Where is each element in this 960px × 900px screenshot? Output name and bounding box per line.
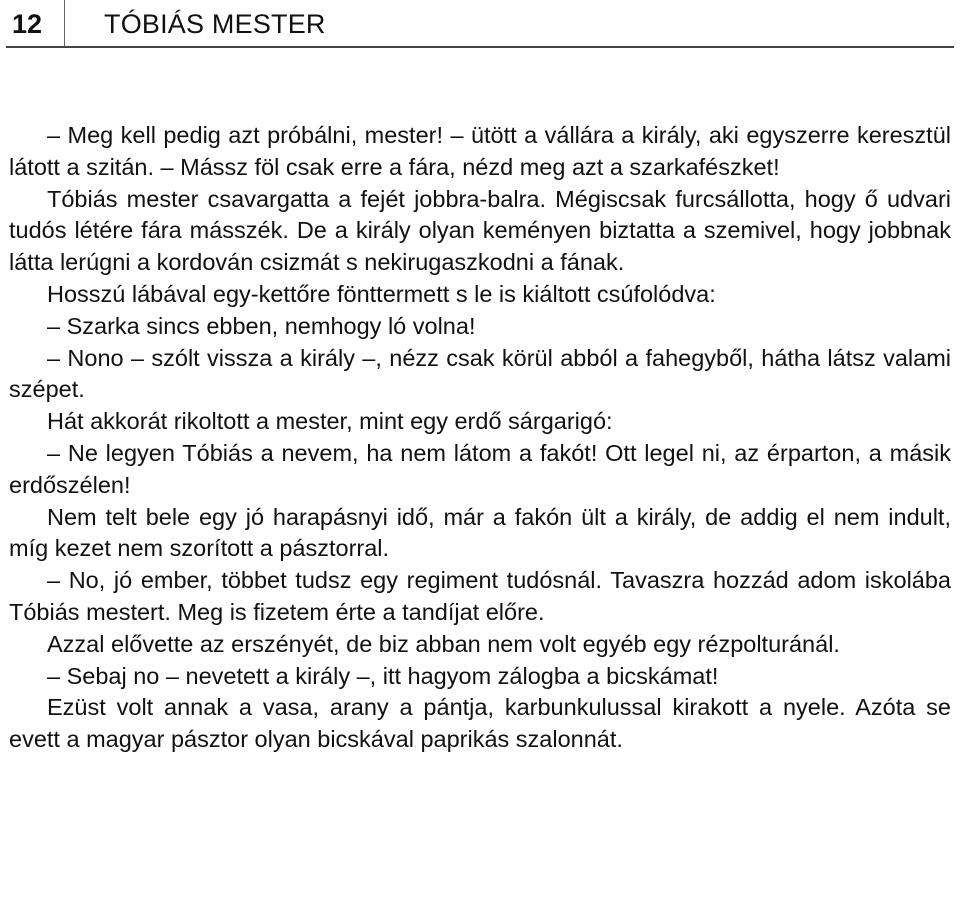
- header-divider: [64, 0, 65, 46]
- paragraph: Nem telt bele egy jó harapásnyi idő, már a fakón ült a király, de addig el nem indult, míg kezet nem szorított a pásztorral.: [9, 503, 951, 562]
- body-text: [9, 120, 951, 756]
- page-header: [6, 0, 954, 48]
- paragraph: Tóbiás mester csavargatta a fejét jobbra-balra. Mégiscsak furcsállotta, hogy ő udvari tudós létére fára másszék. De a király olyan keményen biztatta a szemivel, hogy jobbnak látta lerúgni a kordován csizmát s nekirugaszkodni a fának.: [9, 185, 951, 276]
- paragraph: – Nono – szólt vissza a király –, nézz csak körül abból a fahegyből, hátha látsz valami szépet.: [9, 344, 951, 403]
- paragraph: – Szarka sincs ebben, nemhogy ló volna!: [47, 312, 476, 339]
- paragraph: Ezüst volt annak a vasa, arany a pántja, karbunkulussal kirakott a nyele. Azóta se evett a magyar pásztor olyan bicskával paprikás szalonnát.: [9, 694, 951, 753]
- paragraph: – Ne legyen Tóbiás a nevem, ha nem látom a fakót! Ott legel ni, az érparton, a másik erdőszélen!: [9, 439, 951, 498]
- paragraph: – No, jó ember, többet tudsz egy regiment tudósnál. Tavaszra hozzád adom iskolába Tóbiás mestert. Meg is fizetem érte a tandíjat előre.: [9, 567, 951, 625]
- paragraph: – Meg kell pedig azt próbálni, mester! – ütött a vállára a király, aki egyszerre keresztül látott a szitán. – Mássz föl csak erre a fára, nézd meg azt a szarkafészket!: [9, 122, 951, 180]
- paragraph: Hosszú lábával egy-kettőre fönttermett s le is kiáltott csúfolódva:: [47, 280, 716, 307]
- chapter-title: TÓBIÁS MESTER: [104, 9, 326, 39]
- page-number: 12: [12, 9, 43, 39]
- paragraph: – Sebaj no – nevetett a király –, itt hagyom zálogba a bicskámat!: [47, 662, 719, 689]
- paragraph: Hát akkorát rikoltott a mester, mint egy erdő sárgarigó:: [47, 408, 613, 435]
- paragraph: Azzal elővette az erszényét, de biz abban nem volt egyéb egy rézpolturánál.: [47, 630, 840, 657]
